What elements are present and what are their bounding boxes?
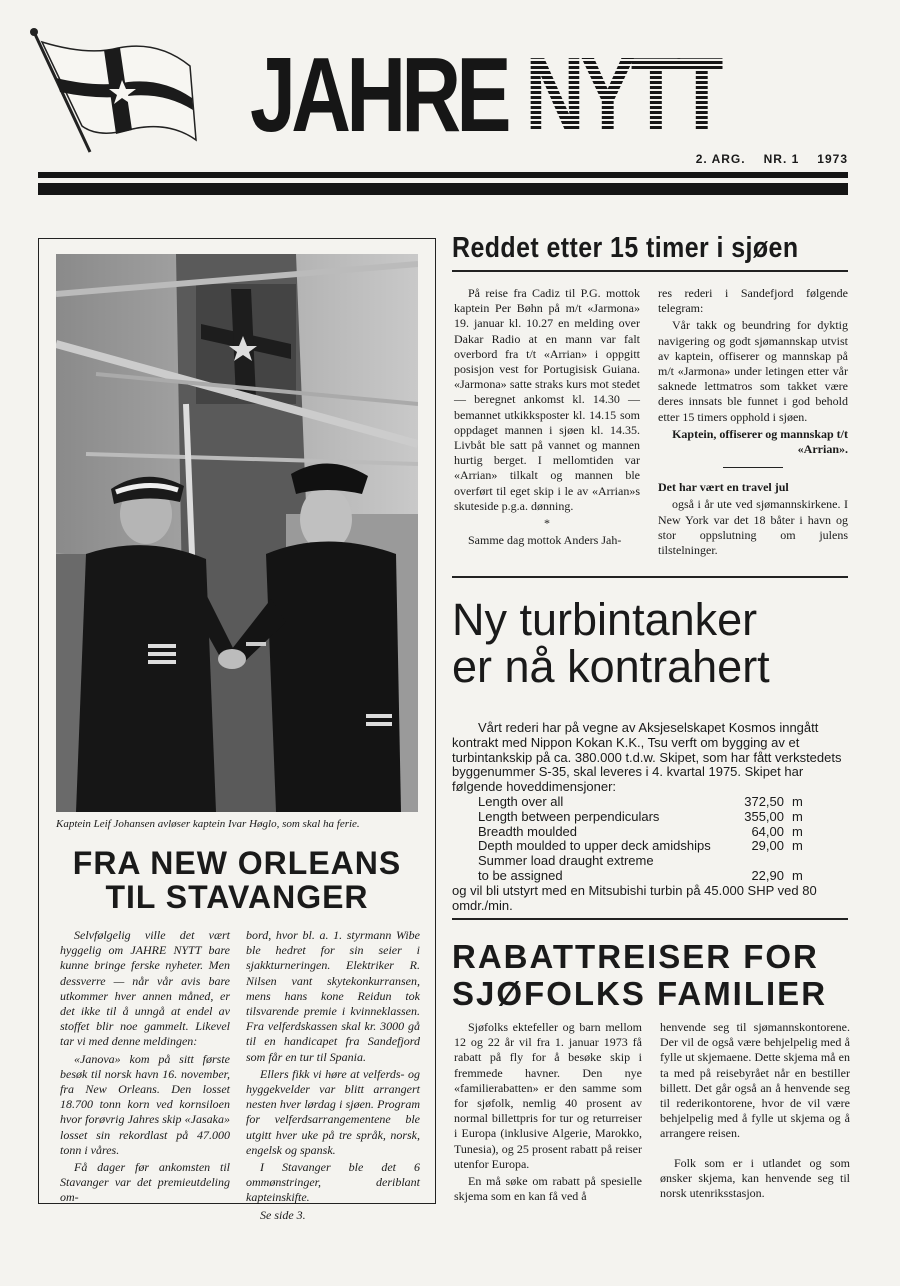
- paragraph: bord, hvor bl. a. 1. styrmann Wibe ble hedret for sin seier i sjakkturneringen. Elektriker R. Nilsen vant skytekonkurransen, mens hans kone Reidun tok tilsvarende premie i kvinneklassen. Fra velferdskassen skal kr. 3000 gå til en handicapet fra Sandefjord som får en tur til Spania.: [246, 928, 420, 1064]
- paragraph: På reise fra Cadiz til P.G. mottok kaptein Per Bøhn på m/t «Jarmona» 19. januar kl. 10.27 en melding over Dakar Radio at en mann var falt overbord fra t/t «Arrian» i oppgitt posisjon vest for Portugisisk Guiana. «Jarmona» satte straks kurs mot stedet — beregnet ankomst kl. 14.30 — bemannet utkikksposter kl. 14.15 som oppdaget mannen i sjøen kl. 14.35. Livbåt ble satt på vannet og mannen hurtig berget. I mellomtiden var «Arrian» tilkalt og mannen ble overført til eget skip i le av «Arrian»s skuteside p.g.a. dønning.: [454, 286, 640, 513]
- paragraph: Få dager før ankomsten til Stavanger var det premieutdeling om-: [60, 1160, 230, 1205]
- dimension-row: [478, 869, 848, 884]
- dimension-value: 372,50: [744, 793, 784, 809]
- photo-officers-handshake: [56, 254, 418, 812]
- paragraph: Samme dag mottok Anders Jah-: [468, 533, 622, 548]
- dimension-value: 355,00: [744, 808, 784, 824]
- masthead-title-nytt: NYTT: [525, 36, 723, 154]
- paragraph: henvende seg til sjømannskontorene. Der vil de også være behjelpelig med å fylle ut skjemaene. Dette skjema må en ta med på reisebyrået når en bestiller billett. Det går også an å henvende seg til rederikontorene, hvor de vil være behjelpelig med å fylle ut skjema og å arrangere reisen.: [660, 1020, 850, 1141]
- telegram-signature: Kaptein, offiserer og mannskap t/t «Arrian».: [672, 426, 848, 457]
- headline-turbintanker-line2: er nå kontrahert: [452, 641, 770, 692]
- dimension-row: [478, 839, 848, 854]
- new-orleans-column-1: [60, 928, 230, 1208]
- issue-line: [678, 152, 848, 166]
- subheading-travel-jul: Det har vært en travel jul: [658, 480, 789, 495]
- headline-new-orleans-line1: FRA NEW ORLEANS: [72, 845, 402, 881]
- paragraph: Sjøfolks ektefeller og barn mellom 12 og 22 år vil fra 1. januar 1973 få rabatt på fly for å besøke skip i fremmede havner. Den nye «familierabatten» er den samme som for sjøfolk, nemlig 40 prosent av normal billettpris for tur og returreiser i Europa (inklusive Algerie, Marokko, Tunesia), og 25 prosent rabatt på reiser utenfor Europa.: [454, 1020, 642, 1171]
- dimension-unit: m: [792, 823, 803, 839]
- paragraph: Ellers fikk vi høre at velferds- og hyggekvelder var blitt arrangert nesten hver lørdag i sjøen. Program for velferdsarrangementene ble utgitt hver uke på tre språk, norsk, engelsk og spansk.: [246, 1066, 420, 1157]
- paragraph: En må søke om rabatt på spesielle skjema som en kan få ved å: [454, 1174, 642, 1204]
- masthead-rule-bottom: [38, 183, 848, 195]
- headline-new-orleans-line2: TIL STAVANGER: [105, 879, 369, 915]
- reddet-rule: [452, 270, 848, 272]
- dimension-value: 64,00: [751, 823, 784, 839]
- photo-caption: Kaptein Leif Johansen avløser kaptein Ivar Høglo, som skal ha ferie.: [56, 818, 360, 830]
- dimension-row: [478, 825, 848, 840]
- tanker-outro: og vil bli utstyrt med en Mitsubishi turbin på 45.000 SHP ved 80 omdr./min.: [452, 882, 817, 913]
- new-orleans-column-2: [246, 928, 420, 1225]
- headline-turbintanker: [452, 596, 852, 690]
- paragraph: Vår takk og beundring for dyktig navigering og godt sjømannskap utvist av kaptein, offiserer og mannskap på m/t «Jarmona» under letingen etter vår saknede lettmatros som takket være deres innsats ble funnet i god behold etter 15 timers opphold i sjøen.: [658, 318, 848, 424]
- paragraph: også i år ute ved sjømannskirkene. I New York var det 18 båter i havn og stor oppslutning om julens tilstelninger.: [658, 497, 848, 558]
- dimension-label: Depth moulded to upper deck amidships: [478, 838, 711, 854]
- flag-logo: [28, 26, 198, 156]
- masthead-title: [250, 36, 726, 160]
- dimension-unit: m: [792, 808, 803, 824]
- headline-turbintanker-line1: Ny turbintanker: [452, 594, 758, 645]
- reddet-column-1: [454, 286, 640, 550]
- paragraph: Selvfølgelig ville det vært hyggelig om JAHRE NYTT bare kunne bringe ferske nyheter. Men dessverre — når vår avis bare utkommer hver annen måned, er det ikke til å unngå at endel av stoffet blir noe gammelt. Likevel tar vi med denne meldingen:: [60, 928, 230, 1049]
- dimension-label: to be assigned: [478, 867, 563, 883]
- reddet-column-2: [658, 286, 848, 560]
- separator-asterisk: *: [544, 516, 550, 531]
- paragraph: Se side 3.: [260, 1207, 306, 1222]
- dimension-unit: m: [792, 838, 803, 854]
- dimension-value: 22,90: [751, 867, 784, 883]
- headline-reddet: Reddet etter 15 timer i sjøen: [452, 232, 799, 264]
- masthead-rule-top: [38, 172, 848, 178]
- dimension-label: Breadth moulded: [478, 823, 578, 839]
- headline-rabattreiser: [452, 938, 852, 1012]
- dimension-label: Length between perpendiculars: [478, 808, 660, 824]
- rabatt-column-1: [454, 1020, 642, 1206]
- dimension-row: [478, 854, 848, 869]
- paragraph: I Stavanger ble det 6 ommønstringer, deriblant kapteinskifte.: [246, 1160, 420, 1205]
- issue-nr: NR. 1: [763, 152, 800, 166]
- headline-new-orleans: [40, 846, 434, 914]
- issue-year: 1973: [817, 152, 848, 166]
- section-rule: [452, 576, 848, 578]
- dimension-label: Length over all: [478, 793, 564, 809]
- issue-arg: 2. ARG.: [695, 152, 746, 166]
- dimension-unit: m: [792, 793, 803, 809]
- headline-rabattreiser-line2: SJØFOLKS FAMILIER: [452, 975, 828, 1012]
- tanker-intro: Vårt rederi har på vegne av Aksjeselskapet Kosmos inngått kontrakt med Nippon Kokan K.K., Tsu verft om bygging av et turbintankskip på ca. 380.000 t.d.w. Skipet, som har fått verkstedets byggenummer S-35, skal leveres i 4. kvartal 1975. Skipet har følgende hoveddimensjoner:: [452, 720, 842, 795]
- headline-rabattreiser-line1: RABATTREISER FOR: [452, 938, 819, 975]
- section-rule: [452, 918, 848, 920]
- masthead-title-jahre: JAHRE: [250, 36, 507, 154]
- dimension-value: 29,00: [751, 838, 784, 854]
- turbintanker-body: [452, 721, 848, 913]
- dimensions-table: [478, 795, 848, 884]
- rabatt-column-2: [660, 1020, 850, 1203]
- dimension-row: [478, 810, 848, 825]
- dimension-value: [728, 854, 784, 869]
- dimension-label: Summer load draught extreme: [478, 853, 654, 869]
- separator-line: [723, 467, 783, 468]
- paragraph: res rederi i Sandefjord følgende telegram:: [658, 286, 848, 316]
- dimension-unit: m: [792, 867, 803, 883]
- dimension-row: [478, 795, 848, 810]
- paragraph: «Janova» kom på sitt første besøk til norsk havn 16. november, fra New Orleans. Den losset 18.700 tonn korn ved kornsiloen hvor forøvrig Jahres skip «Jasaka» losset sin rekordlast på 47.000 tonn i våres.: [60, 1051, 230, 1157]
- paragraph: Folk som er i utlandet og som ønsker skjema, kan henvende seg til norsk utenriksstasjon.: [660, 1155, 850, 1201]
